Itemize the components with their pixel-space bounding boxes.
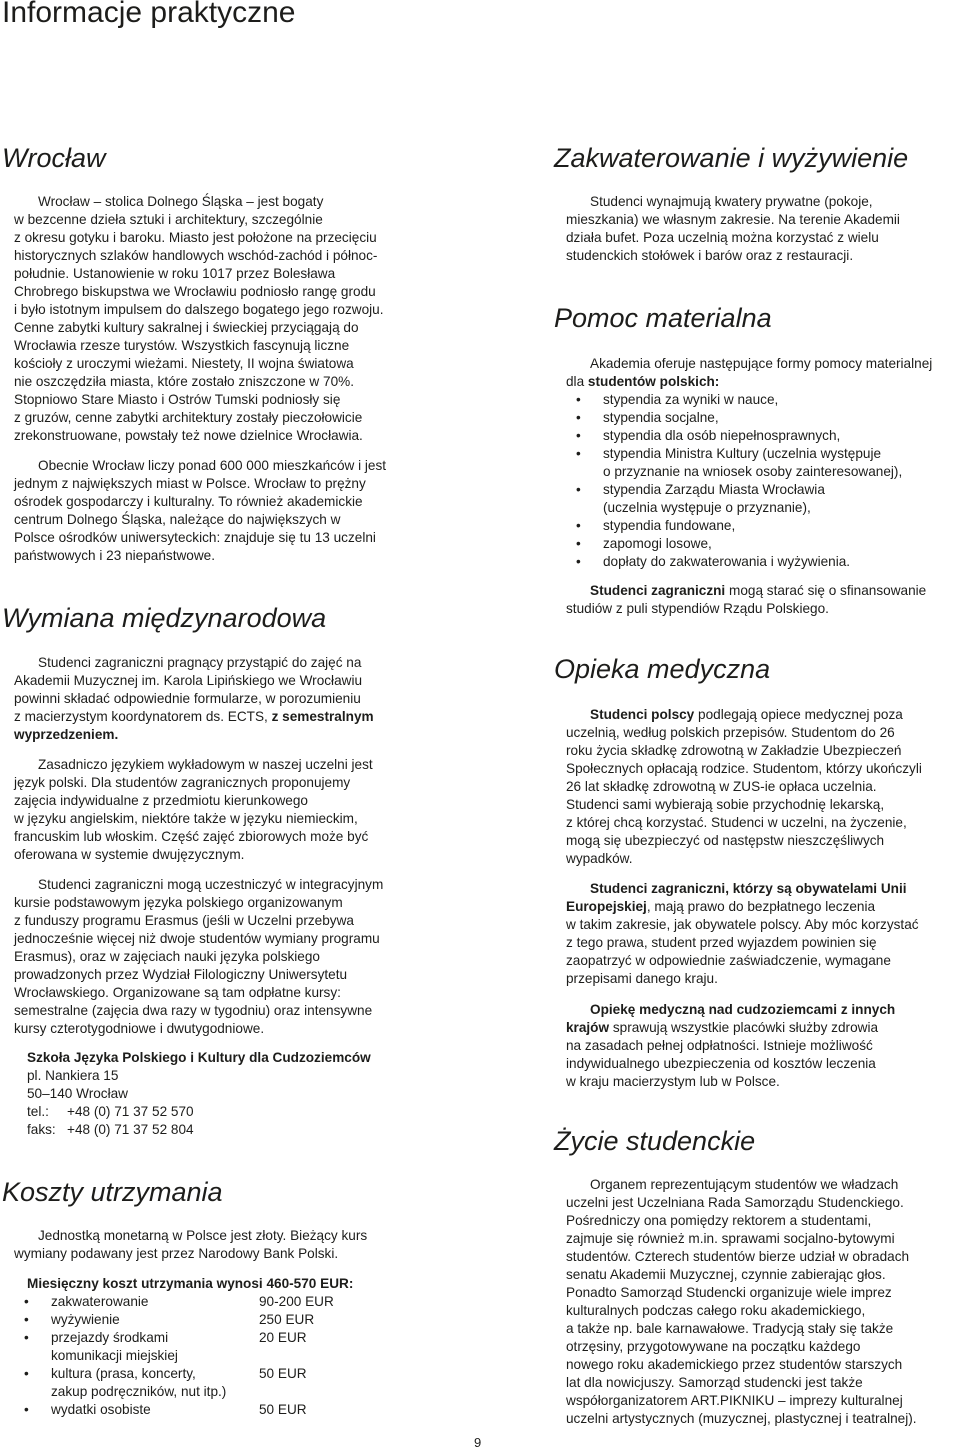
cost-name: • wydatki osobiste [51,1402,151,1417]
text-line: i było istotnym impulsem do dalszego bogatego jego rozwoju. [14,302,384,317]
text-fragment: mogą starać się o sfinansowanie [725,583,927,598]
text-line [566,1001,960,1019]
section-heading-pomoc: Pomoc materialna [554,303,772,333]
text-line: wymiany podawany jest przez Narodowy Bank Polski. [14,1246,339,1261]
list-item [14,1365,424,1383]
opieka-paragraph-1 [566,706,960,868]
text-fragment: sprawują wszystkie placówki służby zdrowia [609,1020,879,1035]
text-line: prowadzonych przez Wydział Filologiczny Uniwersytetu [14,967,348,982]
text-line: uczelni jest Uczelniana Rada Samorządu Studenckiego. [566,1195,904,1210]
zycie-paragraph [566,1176,960,1428]
cost-name: zakup podręczników, nut itp.) [51,1384,227,1399]
cost-name: komunikacji miejskiej [51,1348,178,1363]
text-fragment: , mają prawo do bezpłatnego leczenia [646,899,876,914]
wroclaw-paragraph-2 [14,457,424,565]
text-line: studentów. Czterech studentów bierze udział w obradach [566,1249,910,1264]
list-item: • stypendia fundowane, [566,517,960,535]
text-line: z funduszy programu Erasmus (jeśli w Uczelni przebywa [14,913,354,928]
text-line: studenckich stołówek i barów oraz z restauracji. [566,248,854,263]
text-line: a także np. bale karnawałowe. Tradycją stały się także [566,1321,894,1336]
text-line: na zasadach pełnej odpłatności. Istnieje możliwość [566,1038,873,1053]
bold-text: Studenci polscy [590,707,695,722]
text-line: jednocześnie więcej niż dwoje studentów wymiany programu [14,931,380,946]
text-line: Chrobrego biskupstwa we Wrocławiu podniosło rangę grodu [14,284,376,299]
list-item: • stypendia socjalne, [566,409,960,427]
list-item-continuation: (uczelnia występuje o przyznanie), [603,500,811,515]
fax-line [27,1121,427,1139]
text-line: wypadków. [566,851,633,866]
text-line: Społecznych opłacają rodzice. Studentom, którzy ukończyli [566,761,922,776]
text-line: z tego prawa, student przed wyjazdem powinien się [566,935,877,950]
text-line [566,898,960,916]
text-line: Cenne zabytki kultury sakralnej i świeckiej przyciągają do [14,320,359,335]
list-item: • zapomogi losowe, [566,535,960,553]
section-heading-zakwaterowanie: Zakwaterowanie i wyżywienie [554,143,909,173]
koszty-paragraph [14,1227,424,1263]
text-line [566,880,960,898]
text-line: mieszkania) we własnym zakresie. Na terenie Akademii [566,212,900,227]
cost-value: 50 EUR [259,1402,307,1417]
text-line: zrekonstruowane, powstały też nowe dzielnice Wrocławia. [14,428,363,443]
list-item-continuation [14,1347,424,1365]
page-number: 9 [474,1435,482,1450]
text-fragment: dla [566,374,588,389]
text-line: Jednostką monetarną w Polsce jest złoty. Bieżący kurs [38,1228,368,1243]
list-item-continuation: o przyznanie na wniosek osoby zainteresowanej), [603,464,903,479]
cost-name: • zakwaterowanie [51,1294,149,1309]
address-line: 50–140 Wrocław [27,1086,129,1101]
bold-text: z semestralnym [271,709,374,724]
text-line: w bezcenne dzieła sztuki i architektury, szczególnie [14,212,323,227]
page-title: Informacje praktyczne [2,0,296,29]
text-line: zajęcia indywidualne z przedmiotu kierunkowego [14,793,308,808]
text-line: Stopniowo Stare Miasto i Ostrów Tumski podniosły się [14,392,341,407]
list-item: • dopłaty do zakwaterowania i wyżywienia. [566,553,960,571]
cost-list [14,1293,424,1419]
text-line: Erasmus), oraz w zajęciach nauki języka polskiego [14,949,320,964]
text-line: Pośredniczy ona pomiędzy rektorem a studentami, [566,1213,872,1228]
cost-name: • kultura (prasa, koncerty, [51,1366,196,1381]
text-line: kościoły z uroczymi wieżami. Niestety, II wojna światowa [14,356,354,371]
text-line: z gruzów, cenne zabytki architektury zostały pieczołowicie [14,410,363,425]
text-line: Wrocław – stolica Dolnego Śląska – jest bogaty [38,194,324,209]
text-line: indywidualnego ubezpieczenia od kosztów leczenia [566,1056,876,1071]
bold-text: Studenci zagraniczni, którzy są obywatelami Unii [590,881,907,896]
phone-line [27,1103,427,1121]
bold-text: krajów [566,1020,610,1035]
text-line: uczelni artystycznych (muzycznej, plastycznej i teatralnej). [566,1411,917,1426]
text-line [566,582,960,600]
fax-label: faks: [27,1122,56,1137]
opieka-paragraph-2 [566,880,960,988]
pomoc-foreign [566,582,960,618]
aid-list [566,391,960,571]
cost-value: 90-200 EUR [259,1294,334,1309]
text-line: współorganizatorem ART.PIKNIKU – imprezy kulturalnej [566,1393,903,1408]
text-line: południe. Ustanowienie w roku 1017 przez Bolesława [14,266,336,281]
text-line: działa bufet. Poza uczelnią można korzystać z wielu [566,230,879,245]
list-item-continuation [14,1383,424,1401]
opieka-paragraph-3 [566,1001,960,1091]
text-line: studiów z puli stypendiów Rządu Polskiego. [566,601,829,616]
phone-number: +48 (0) 71 37 52 570 [67,1104,194,1119]
text-line: mogą się ubezpieczyć od następstw nieszczęśliwych [566,833,885,848]
text-line: jednym z największych miast w Polsce. Wrocław to prężny [14,476,366,491]
text-line: roku życia składkę zdrowotną w Zakładzie Ubezpieczeń [566,743,902,758]
zakwaterowanie-paragraph [566,193,960,265]
cost-name: • przejazdy środkami [51,1330,169,1345]
phone-label: tel.: [27,1104,49,1119]
text-line: powinni składać odpowiednie formularze, w porozumieniu [14,691,361,706]
text-line: oferowana w systemie dwujęzycznym. [14,847,245,862]
text-line [566,373,960,391]
text-line: w kraju macierzystym lub w Polsce. [566,1074,780,1089]
section-heading-koszty: Koszty utrzymania [2,1177,223,1207]
school-address [27,1049,427,1139]
bold-text: wyprzedzeniem. [14,727,119,742]
bold-text: Opiekę medyczną nad cudzoziemcami z innych [590,1002,896,1017]
address-line: pl. Nankiera 15 [27,1068,119,1083]
text-line: zaopatrzyć w odpowiednie zaświadczenie, wymagane [566,953,891,968]
wymiana-paragraph-1 [14,654,424,744]
text-line: Studenci zagraniczni pragnący przystąpić do zajęć na [38,655,362,670]
text-line: Zasadniczo językiem wykładowym w naszej uczelni jest [38,757,373,772]
list-item [14,1401,424,1419]
wroclaw-paragraph-1 [14,193,424,445]
text-line [14,708,424,726]
bold-text: Europejskiej [566,899,647,914]
list-item [14,1329,424,1347]
section-heading-wroclaw: Wrocław [2,143,106,173]
text-line: państwowych i 23 niepaństwowe. [14,548,215,563]
bold-text: Studenci zagraniczni [590,583,726,598]
text-line: Polsce ośrodków uniwersyteckich: znajduje się tu 13 uczelni [14,530,376,545]
list-item: • stypendia dla osób niepełnosprawnych, [566,427,960,445]
text-line: Obecnie Wrocław liczy ponad 600 000 mieszkańców i jest [38,458,387,473]
cost-value: 20 EUR [259,1330,307,1345]
text-line: Akademia oferuje następujące formy pomocy materialnej [590,356,933,371]
text-line: Studenci sami wybierają sobie przychodnię lekarską, [566,797,885,812]
text-line: ośrodek gospodarczy i kulturalny. To również akademickie [14,494,363,509]
bold-text: studentów polskich: [587,374,720,389]
text-line [566,1019,960,1037]
cost-value: 250 EUR [259,1312,315,1327]
text-line: Wrocławia rzesze turystów. Wszystkich fascynują liczne [14,338,350,353]
text-line: z której chcą korzystać. Studenci w uczelni, na życzenie, [566,815,907,830]
wymiana-paragraph-3 [14,876,424,1038]
section-heading-wymiana: Wymiana międzynarodowa [2,603,327,633]
text-line: kursie podstawowym języka polskiego organizowanym [14,895,343,910]
pomoc-intro [566,355,960,391]
list-item: • stypendia za wyniki w nauce, [566,391,960,409]
text-line: Studenci zagraniczni mogą uczestniczyć w integracyjnym [38,877,384,892]
text-fragment: z macierzystym koordynatorem ds. ECTS, [14,709,272,724]
text-line: nie oszczędziła miasta, które zostało zniszczone w 70%. [14,374,354,389]
cost-name: • wyżywienie [51,1312,120,1327]
text-line: francuskim lub włoskim. Część zajęć zbiorowych może być [14,829,369,844]
text-line: nowego roku akademickiego przez studentów starszych [566,1357,903,1372]
text-line: Ponadto Samorząd Studencki organizuje wiele imprez [566,1285,892,1300]
text-line: lat dla nowicjuszy. Samorząd studencki jest także [566,1375,863,1390]
text-line: Organem reprezentującym studentów we władzach [590,1177,899,1192]
text-line: w języku angielskim, niektóre także w języku niemieckim, [14,811,358,826]
text-line: w takim zakresie, jak obywatele polscy. Aby móc korzystać [566,917,919,932]
section-heading-opieka: Opieka medyczna [554,654,771,684]
list-item: • stypendia Ministra Kultury (uczelnia występuje [566,445,960,463]
fax-number: +48 (0) 71 37 52 804 [67,1122,194,1137]
text-line [566,706,960,724]
text-line: kulturalnych podczas całego roku akademickiego, [566,1303,866,1318]
cost-heading: Miesięczny koszt utrzymania wynosi 460-570 EUR: [27,1276,354,1291]
text-line: uczelnią, według polskich przepisów. Studentom do 26 [566,725,895,740]
text-line: centrum Dolnego Śląska, należące do największych w [14,512,341,527]
text-line: z okresu gotyku i baroku. Miasto jest położone na przecięciu [14,230,377,245]
text-line: język polski. Dla studentów zagranicznych proponujemy [14,775,351,790]
text-line: otrzęsiny, przygotowywane na początku każdego [566,1339,861,1354]
text-line: 26 lat składkę zdrowotną w ZUS-ie opłaca uczelnia. [566,779,877,794]
text-fragment: podlegają opiece medycznej poza [694,707,903,722]
cost-value: 50 EUR [259,1366,307,1381]
text-line: Studenci wynajmują kwatery prywatne (pokoje, [590,194,873,209]
text-line: Akademii Muzycznej im. Karola Lipińskiego we Wrocławiu [14,673,363,688]
text-line: historycznych szlaków handlowych wschód-zachód i północ- [14,248,378,263]
text-line: zajmuje się również m.in. sprawami socjalno-bytowymi [566,1231,895,1246]
text-line: senatu Akademii Muzycznej, czynnie zabierając głos. [566,1267,886,1282]
wymiana-paragraph-2 [14,756,424,864]
list-item [14,1311,424,1329]
school-name: Szkoła Języka Polskiego i Kultury dla Cudzoziemców [27,1050,371,1065]
text-line: semestralne (zajęcia dwa razy w tygodniu) oraz intensywne [14,1003,373,1018]
section-heading-zycie: Życie studenckie [554,1126,756,1156]
text-line: przepisami danego kraju. [566,971,718,986]
text-line: kursy czterotygodniowe i dwutygodniowe. [14,1021,265,1036]
list-item [14,1293,424,1311]
list-item: • stypendia Zarządu Miasta Wrocławia [566,481,960,499]
text-line: Wrocławskiego. Organizowane są tam odpłatne kursy: [14,985,341,1000]
text-line [14,726,424,744]
